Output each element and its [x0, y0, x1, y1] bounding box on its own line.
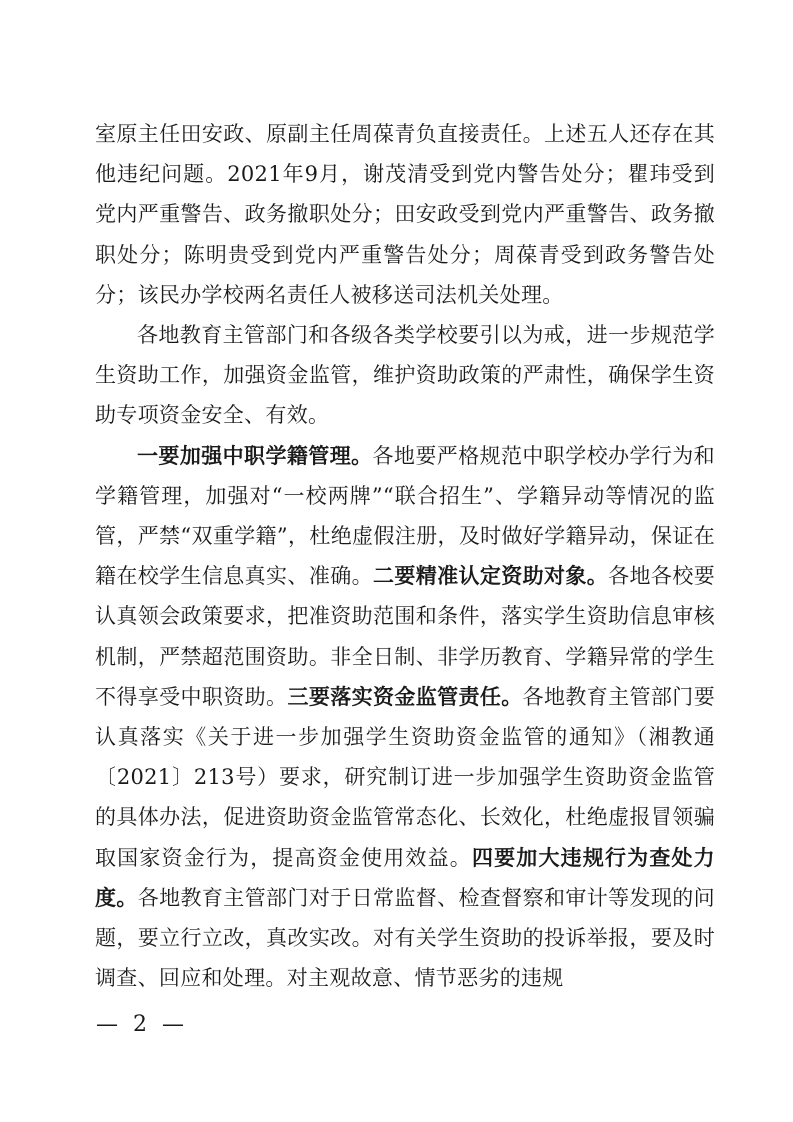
document-body: [95, 114, 715, 998]
paragraph-text: 各地各校要认真领会政策要求，把准资助范围和条件，落实学生资助信息审核机制，严禁超范围资助。非全日制、非学历教育、学籍异常的学生不得享受中职资助。: [95, 564, 715, 709]
paragraph-2: [95, 315, 715, 436]
paragraph-text: 各地要严格规范中职学校办学行为和学籍管理，加强对“一校两牌”“联合招生”、学籍异动等情况的监管，严禁“双重学籍”，杜绝虚假注册，及时做好学籍异动，保证在籍在校学生信息真实、准确。: [95, 443, 715, 589]
paragraph-1: [95, 114, 715, 315]
paragraph-text: 各地教育主管部门要认真落实《关于进一步加强学生资助资金监管的通知》（湘教通〔2021〕213号）要求，研究制订进一步加强学生资助资金监管的具体办法，促进资助资金监管常态化、长效化，杜绝虚报冒领骗取国家资金行为，提高资金使用效益。: [95, 684, 715, 870]
heading-point-3: 三要落实资金监管责任。: [287, 684, 523, 709]
heading-point-2: 二要精准认定资助对象。: [372, 564, 609, 589]
paragraph-text: 室原主任田安政、原副主任周葆青负直接责任。上述五人还存在其他违纪问题。2021年9月，谢茂清受到党内警告处分；瞿玮受到党内严重警告、政务撤职处分；田安政受到党内严重警告、政务撤职处分；陈明贵受到党内严重警告处分；周葆青受到政务警告处分；该民办学校两名责任人被移送司法机关处理。: [95, 122, 715, 307]
paragraph-text: 各地教育主管部门和各级各类学校要引以为戒，进一步规范学生资助工作，加强资金监管，维护资助政策的严肃性，确保学生资助专项资金安全、有效。: [95, 323, 715, 428]
heading-point-1: 一要加强中职学籍管理。: [137, 443, 373, 468]
page-number: — 2 —: [96, 1012, 188, 1037]
heading-point-4: 四要加大违规行为查处力度。: [95, 845, 715, 910]
paragraph-text: 各地教育主管部门对于日常监督、检查督察和审计等发现的问题，要立行立改，真改实改。对有关学生资助的投诉举报，要及时调查、回应和处理。对主观故意、情节恶劣的违规: [95, 885, 715, 991]
paragraph-3: [95, 436, 715, 999]
